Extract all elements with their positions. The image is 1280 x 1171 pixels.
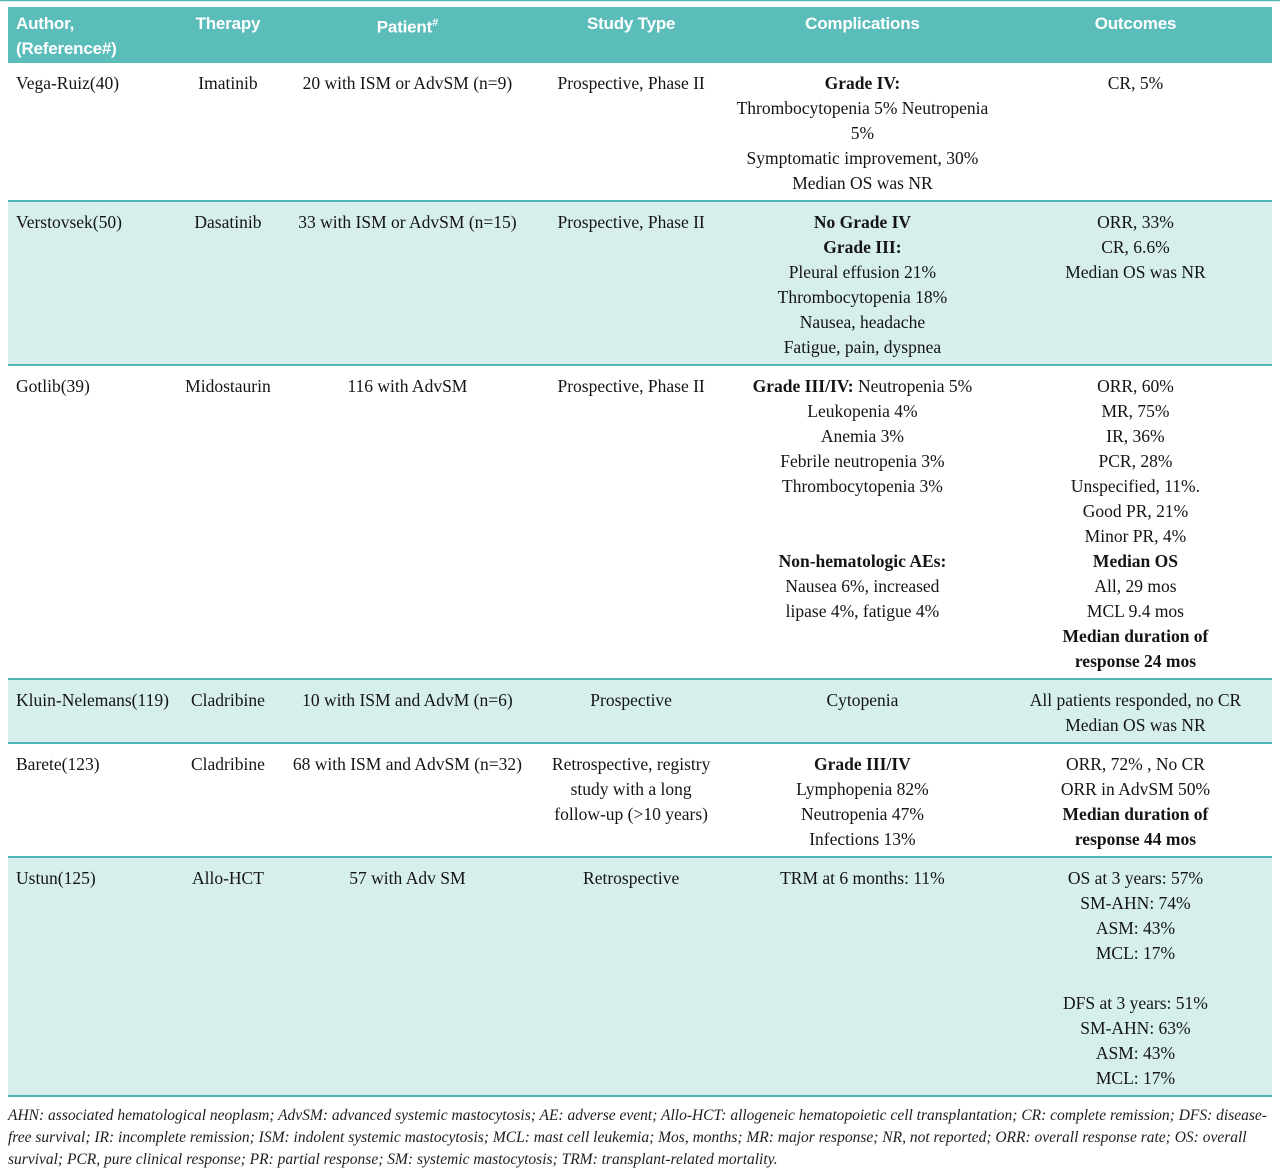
complication-line-bold: Grade IV: — [824, 73, 901, 93]
outcome-line — [1001, 991, 1270, 1016]
table-row — [8, 201, 1272, 365]
complication-line — [728, 71, 997, 96]
table-row — [8, 63, 1272, 201]
complications-cell — [726, 679, 999, 743]
outcome-line — [1001, 260, 1270, 285]
outcome-line — [1001, 713, 1270, 738]
outcome-line — [1001, 399, 1270, 424]
outcome-line — [1001, 524, 1270, 549]
complication-line-text: Leukopenia 4% — [807, 401, 918, 421]
complication-line — [728, 688, 997, 713]
column-header-outcomes-line: Outcomes — [1094, 14, 1177, 33]
outcome-line-bold: Median OS — [1092, 551, 1179, 571]
author-reference — [16, 210, 175, 235]
table-row — [8, 679, 1272, 743]
patient-description-text: 68 with ISM and AdvSM (n=32) — [292, 754, 522, 774]
study-type-line — [538, 688, 724, 713]
complications-cell — [726, 201, 999, 365]
therapy-name-text: Dasatinib — [194, 212, 262, 232]
outcome-line — [1001, 474, 1270, 499]
outcome-line-text: Unspecified, 11%. — [1070, 476, 1201, 496]
complication-line — [728, 752, 997, 777]
outcomes-cell — [999, 201, 1272, 365]
table-row — [8, 857, 1272, 1096]
outcome-line — [1001, 235, 1270, 260]
author-reference — [16, 866, 175, 891]
table-body — [8, 63, 1272, 1096]
study-type-cell — [536, 679, 726, 743]
complication-line-text: Nausea, headache — [799, 312, 926, 332]
patient-description — [280, 688, 534, 713]
author-reference-text: Barete(123) — [16, 754, 100, 774]
study-type-line-text: Prospective — [590, 690, 672, 710]
patient-description — [280, 210, 534, 235]
complication-line-text: Cytopenia — [826, 690, 899, 710]
outcome-line-text: All patients responded, no CR — [1029, 690, 1242, 710]
outcome-line-bold: response 44 mos — [1074, 829, 1197, 849]
therapy-cell — [177, 63, 278, 201]
outcome-line — [1001, 574, 1270, 599]
outcome-line — [1001, 1066, 1270, 1091]
outcome-line — [1001, 1041, 1270, 1066]
patient-cell — [278, 365, 536, 679]
complication-line — [728, 210, 997, 235]
outcome-line — [1001, 866, 1270, 891]
therapy-name-text: Midostaurin — [185, 376, 271, 396]
outcome-line — [1001, 599, 1270, 624]
author-cell — [8, 857, 177, 1096]
complication-line-bold: Grade III/IV: — [752, 376, 854, 396]
therapy-name — [179, 374, 276, 399]
complication-line — [728, 499, 997, 524]
complication-line — [728, 549, 997, 574]
study-type-cell — [536, 857, 726, 1096]
outcome-line-text: Minor PR, 4% — [1084, 526, 1187, 546]
complication-line-text: Fatigue, pain, dyspnea — [783, 337, 942, 357]
patient-cell — [278, 743, 536, 857]
study-type-line-text: Prospective, Phase II — [557, 376, 705, 396]
complication-line-bold: Grade III/IV — [814, 754, 911, 774]
column-header-study-type — [536, 7, 726, 63]
outcome-line-text: PCR, 28% — [1098, 451, 1173, 471]
outcome-line — [1001, 210, 1270, 235]
complication-line-bold: Non-hematologic AEs: — [778, 551, 947, 571]
footnote — [8, 1101, 1272, 1171]
patient-cell — [278, 679, 536, 743]
complication-line — [728, 399, 997, 424]
therapy-cell — [177, 857, 278, 1096]
outcome-line — [1001, 1016, 1270, 1041]
complication-line-text: Median OS was NR — [792, 173, 933, 193]
patient-cell — [278, 201, 536, 365]
outcome-line-text: All, 29 mos — [1094, 576, 1177, 596]
study-table — [8, 7, 1272, 1097]
outcome-line-text: Median OS was NR — [1065, 262, 1206, 282]
outcome-line — [1001, 802, 1270, 827]
complication-line — [728, 171, 997, 196]
complication-line-text: Neutropenia 47% — [800, 804, 924, 824]
column-header-author — [8, 7, 177, 63]
study-type-cell — [536, 63, 726, 201]
study-type-line-text: follow-up (>10 years) — [554, 804, 708, 824]
outcome-line-bold: response 24 mos — [1074, 651, 1197, 671]
outcome-line-text: ORR in AdvSM 50% — [1060, 779, 1211, 799]
therapy-name — [179, 866, 276, 891]
patient-description-text: 20 with ISM or AdvSM (n=9) — [302, 73, 513, 93]
study-type-line — [538, 752, 724, 777]
table-row — [8, 365, 1272, 679]
therapy-name — [179, 752, 276, 777]
patient-cell — [278, 63, 536, 201]
outcome-line — [1001, 624, 1270, 649]
author-reference-text: Ustun(125) — [16, 868, 96, 888]
patient-description-text: 10 with ISM and AdvM (n=6) — [302, 690, 513, 710]
complication-line — [728, 285, 997, 310]
table-row — [8, 743, 1272, 857]
outcome-line-text: SM-AHN: 63% — [1080, 1018, 1191, 1038]
outcome-line — [1001, 499, 1270, 524]
complication-line-text: Anemia 3% — [820, 426, 904, 446]
outcome-line — [1001, 941, 1270, 966]
study-type-cell — [536, 201, 726, 365]
outcome-line-text: MCL: 17% — [1095, 943, 1176, 963]
therapy-name-text: Imatinib — [198, 73, 258, 93]
author-reference — [16, 71, 175, 96]
complication-line — [728, 235, 997, 260]
outcome-line-text: ASM: 43% — [1095, 918, 1176, 938]
author-reference-text: Gotlib(39) — [16, 376, 90, 396]
therapy-name-text: Cladribine — [190, 690, 265, 710]
top-border — [0, 0, 1280, 2]
complication-line — [728, 424, 997, 449]
study-type-line-text: Prospective, Phase II — [557, 73, 705, 93]
patient-description — [280, 752, 534, 777]
therapy-cell — [177, 743, 278, 857]
outcome-line-bold: Median duration of — [1062, 804, 1209, 824]
therapy-cell — [177, 201, 278, 365]
author-cell — [8, 63, 177, 201]
outcome-line — [1001, 827, 1270, 852]
therapy-name — [179, 210, 276, 235]
header-footnote-marker: # — [432, 17, 438, 29]
outcome-line — [1001, 891, 1270, 916]
complication-line-text: lipase 4%, fatigue 4% — [785, 601, 940, 621]
complication-line-text: Thrombocytopenia 3% — [782, 476, 943, 496]
column-header-study-type-line: Study Type — [586, 14, 676, 33]
footnote-text: AHN: associated hematological neoplasm; AdvSM: advanced systemic mastocytosis; AE: adverse event; Allo-HCT: allogeneic hematopoietic cell transplantation; CR: complete remission; DFS: disease-free survival; IR: incomplete remission; ISM: indolent systemic mastocytosis; MCL: mast cell leukemia; Mos, months; MR: major response; NR, not reported; ORR: overall response rate; OS: overall survival; PCR, pure clinical response; PR: partial response; SM: systemic mastocytosis; TRM: transplant-related mortality. — [8, 1107, 1267, 1168]
patient-description — [280, 866, 534, 891]
therapy-name-text: Cladribine — [190, 754, 265, 774]
outcome-line-text: ORR, 72% , No CR — [1065, 754, 1205, 774]
complications-cell — [726, 743, 999, 857]
study-type-line-text: Retrospective, registry — [551, 754, 711, 774]
complication-line-text: Nausea 6%, increased — [785, 576, 940, 596]
study-type-line — [538, 71, 724, 96]
study-type-line — [538, 777, 724, 802]
study-type-line-text: Retrospective — [583, 868, 680, 888]
complications-cell — [726, 857, 999, 1096]
outcome-line-text: OS at 3 years: 57% — [1067, 868, 1204, 888]
outcomes-cell — [999, 679, 1272, 743]
patient-description-text: 33 with ISM or AdvSM (n=15) — [298, 212, 517, 232]
outcome-line-text: Median OS was NR — [1065, 715, 1206, 735]
outcome-line — [1001, 966, 1270, 991]
author-cell — [8, 743, 177, 857]
complication-line — [728, 777, 997, 802]
column-header-outcomes — [999, 7, 1272, 63]
author-reference-text: Verstovsek(50) — [16, 212, 122, 232]
complication-line — [728, 310, 997, 335]
study-type-line-text: Prospective, Phase II — [557, 212, 705, 232]
column-header-therapy-line: Therapy — [195, 14, 261, 33]
study-type-line — [538, 374, 724, 399]
outcome-line-text: DFS at 3 years: 51% — [1063, 993, 1208, 1013]
outcome-line-text: MR, 75% — [1101, 401, 1170, 421]
patient-description — [280, 71, 534, 96]
outcome-line-text: MCL: 17% — [1095, 1068, 1176, 1088]
patient-description-text: 57 with Adv SM — [349, 868, 466, 888]
outcomes-cell — [999, 743, 1272, 857]
complication-line-text: Symptomatic improvement, 30% — [746, 148, 979, 168]
column-header-patient — [278, 7, 536, 63]
column-header-author-line: (Reference#) — [16, 39, 117, 58]
complication-line-bold: No Grade IV — [813, 212, 912, 232]
patient-description — [280, 374, 534, 399]
complication-line-text: Thrombocytopenia 18% — [777, 287, 948, 307]
study-type-cell — [536, 365, 726, 679]
complication-line — [728, 449, 997, 474]
column-header-patient-line: Patient# — [376, 17, 438, 37]
outcome-line-text: CR, 5% — [1107, 73, 1164, 93]
author-reference — [16, 688, 175, 713]
column-header-author-line: Author, — [16, 14, 75, 33]
therapy-name-text: Allo-HCT — [191, 868, 264, 888]
author-reference — [16, 752, 175, 777]
complication-line — [728, 260, 997, 285]
complication-line — [728, 474, 997, 499]
outcome-line — [1001, 649, 1270, 674]
complications-cell — [726, 63, 999, 201]
complication-line-text: Thrombocytopenia 5% Neutropenia 5% — [736, 98, 989, 143]
patient-description-text: 116 with AdvSM — [347, 376, 468, 396]
column-header-complications — [726, 7, 999, 63]
outcome-line — [1001, 916, 1270, 941]
outcome-line — [1001, 752, 1270, 777]
complication-line — [728, 802, 997, 827]
author-cell — [8, 679, 177, 743]
therapy-cell — [177, 365, 278, 679]
complications-cell — [726, 365, 999, 679]
outcome-line-text: ORR, 60% — [1097, 376, 1174, 396]
outcome-line-text: Good PR, 21% — [1082, 501, 1189, 521]
header-row — [8, 7, 1272, 63]
author-reference-text: Kluin-Nelemans(119) — [16, 690, 169, 710]
complication-line-bold: Grade III: — [823, 237, 902, 257]
author-cell — [8, 365, 177, 679]
complication-line-text: Lymphopenia 82% — [796, 779, 929, 799]
outcome-line — [1001, 549, 1270, 574]
complication-line — [728, 374, 997, 399]
outcome-line-text: ORR, 33% — [1097, 212, 1174, 232]
complication-line — [728, 866, 997, 891]
outcome-line-text: SM-AHN: 74% — [1080, 893, 1191, 913]
author-cell — [8, 201, 177, 365]
study-type-line — [538, 210, 724, 235]
study-type-line-text: study with a long — [570, 779, 692, 799]
outcome-line-text: ASM: 43% — [1095, 1043, 1176, 1063]
complication-line-text: Febrile neutropenia 3% — [780, 451, 945, 471]
therapy-name — [179, 71, 276, 96]
complication-line-text: TRM at 6 months: 11% — [780, 868, 945, 888]
complication-line — [728, 96, 997, 146]
patient-cell — [278, 857, 536, 1096]
therapy-cell — [177, 679, 278, 743]
complication-line-text: Pleural effusion 21% — [788, 262, 937, 282]
complication-line — [728, 524, 997, 549]
outcome-line — [1001, 449, 1270, 474]
column-header-complications-line: Complications — [805, 14, 920, 33]
outcomes-cell — [999, 857, 1272, 1096]
study-type-line — [538, 866, 724, 891]
outcome-line-bold: Median duration of — [1062, 626, 1209, 646]
author-reference-text: Vega-Ruiz(40) — [16, 73, 120, 93]
author-reference — [16, 374, 175, 399]
therapy-name — [179, 688, 276, 713]
study-type-cell — [536, 743, 726, 857]
outcome-line-text: MCL 9.4 mos — [1086, 601, 1184, 621]
outcomes-cell — [999, 365, 1272, 679]
complication-line — [728, 599, 997, 624]
complication-line — [728, 827, 997, 852]
outcome-line-text: CR, 6.6% — [1101, 237, 1170, 257]
study-type-line — [538, 802, 724, 827]
complication-line — [728, 574, 997, 599]
complication-line — [728, 146, 997, 171]
outcomes-cell — [999, 63, 1272, 201]
complication-line-text: Neutropenia 5% — [853, 376, 973, 396]
complication-line-text: Infections 13% — [809, 829, 916, 849]
outcome-line — [1001, 71, 1270, 96]
outcome-line — [1001, 777, 1270, 802]
complication-line — [728, 335, 997, 360]
column-header-therapy — [177, 7, 278, 63]
outcome-line-text: IR, 36% — [1106, 426, 1165, 446]
table-header — [8, 7, 1272, 63]
outcome-line — [1001, 688, 1270, 713]
outcome-line — [1001, 374, 1270, 399]
outcome-line — [1001, 424, 1270, 449]
